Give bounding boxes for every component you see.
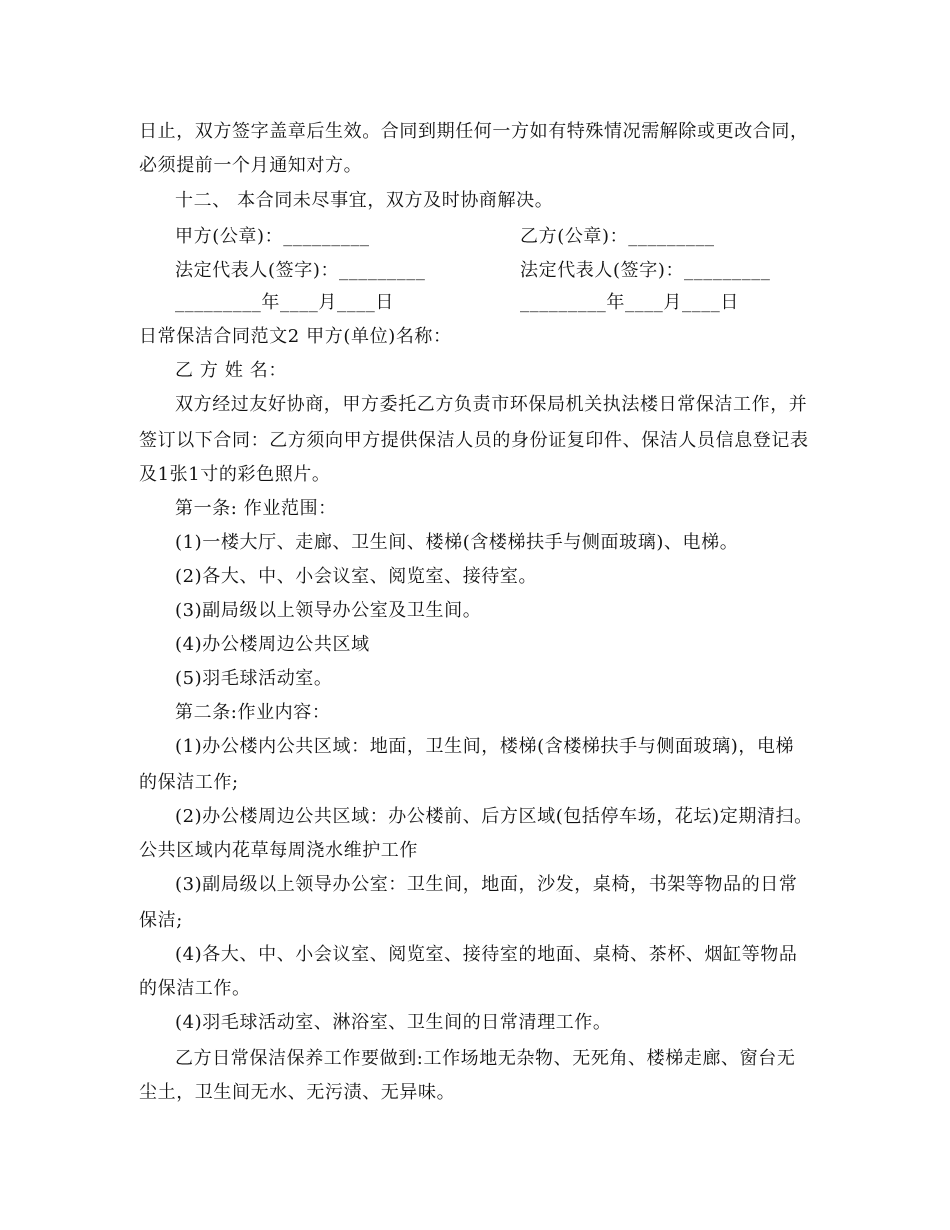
article-1-title: 第一条: 作业范围：	[175, 498, 337, 519]
content-1-line-2: 的保洁工作;	[139, 772, 239, 793]
content-4-line-2: 的保洁工作。	[139, 978, 251, 999]
para-1-line-2: 签订以下合同：乙方须向甲方提供保洁人员的身份证复印件、保洁人员信息登记表	[139, 430, 809, 451]
party-b-name: 乙 方 姓 名：	[175, 360, 287, 381]
content-2-line-1: (2)办公楼周边公共区域：办公楼前、后方区域(包括停车场，花坛)定期清扫。	[175, 806, 813, 827]
content-4-line-1: (4)各大、中、小会议室、阅览室、接待室的地面、桌椅、茶杯、烟缸等物品	[175, 944, 798, 965]
content-1-line-1: (1)办公楼内公共区域：地面，卫生间，楼梯(含楼梯扶手与侧面玻璃)，电梯	[175, 736, 795, 757]
intro-line-2: 必须提前一个月通知对方。	[139, 155, 363, 176]
sample-2-title: 日常保洁合同范文2 甲方(单位)名称：	[139, 326, 452, 347]
para-1-line-3: 及1张1寸的彩色照片。	[139, 464, 331, 485]
standard-line-1: 乙方日常保洁保养工作要做到:工作场地无杂物、无死角、楼梯走廊、窗台无	[175, 1048, 796, 1069]
article-2-title: 第二条:作业内容：	[175, 702, 331, 723]
scope-item: (4)办公楼周边公共区域	[175, 634, 370, 655]
clause-12: 十二、 本合同未尽事宜，双方及时协商解决。	[175, 190, 554, 211]
party-b-seal: 乙方(公章)：_________	[520, 226, 715, 247]
content-5: (4)羽毛球活动室、淋浴室、卫生间的日常清理工作。	[175, 1012, 612, 1033]
party-a-seal: 甲方(公章)：_________	[175, 226, 370, 247]
scope-item: (5)羽毛球活动室。	[175, 668, 333, 689]
content-3-line-2: 保洁;	[139, 910, 183, 931]
scope-item: (3)副局级以上领导办公室及卫生间。	[175, 600, 482, 621]
scope-item: (2)各大、中、小会议室、阅览室、接待室。	[175, 566, 538, 587]
para-1-line-1: 双方经过友好协商，甲方委托乙方负责市环保局机关执法楼日常保洁工作，并	[175, 394, 808, 415]
party-a-date: _________年____月____日	[175, 292, 394, 313]
party-b-date: _________年____月____日	[520, 292, 739, 313]
content-3-line-1: (3)副局级以上领导办公室：卫生间，地面，沙发，桌椅，书架等物品的日常	[175, 874, 798, 895]
party-b-rep: 法定代表人(签字)：_________	[520, 260, 771, 281]
intro-line-1: 日止，双方签字盖章后生效。合同到期任何一方如有特殊情况需解除或更改合同，	[139, 121, 809, 142]
party-a-rep: 法定代表人(签字)：_________	[175, 260, 426, 281]
scope-item: (1)一楼大厅、走廊、卫生间、楼梯(含楼梯扶手与侧面玻璃)、电梯。	[175, 532, 739, 553]
content-2-line-2: 公共区域内花草每周浇水维护工作	[139, 840, 418, 861]
standard-line-2: 尘土，卫生间无水、无污渍、无异味。	[139, 1082, 456, 1103]
